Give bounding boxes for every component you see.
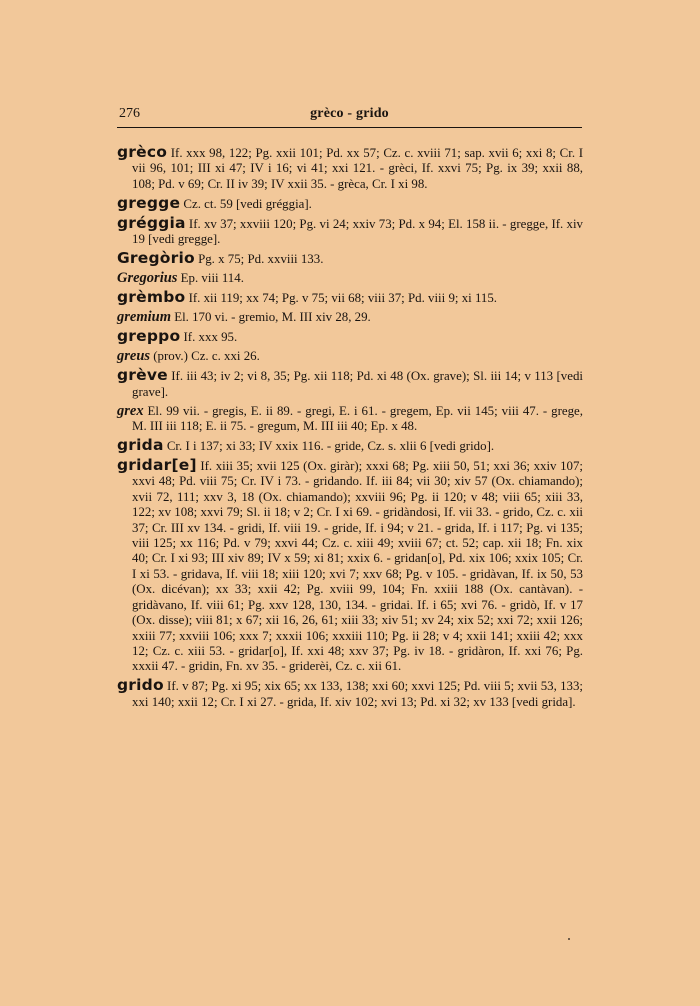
- dictionary-entry: [117, 213, 583, 248]
- entry-headword: grèmbo: [117, 288, 186, 307]
- entry-citations: Pg. x 75; Pd. xxviii 133.: [194, 252, 324, 267]
- header-rule: [117, 127, 582, 128]
- dictionary-entry: [117, 290, 583, 306]
- entry-headword: greppo: [117, 327, 181, 346]
- entry-headword: grèco: [117, 143, 168, 161]
- dictionary-entry: [117, 458, 583, 675]
- entry-citations: If. xiii 35; xvii 125 (Ox. giràr); xxxi 68; Pg. xiii 50, 51; xxi 36; xxiv 107; xxvi 48; Pd. viii 75; Cr. IV i 73. - gridando. If. iii 84; vii 30; xiv 57 (Ox. chiamando); xvii 72, 111; xxv 3, 18 (Ox. chiamando); xxviii 96; Pg. ii 120; v 48; viii 65; xiii 33, 122; xv 108; xxvi 79; Sl. ii 18; v 2; Cr. I xi 69. - gridàndosi, If. vii 33. - grido, Cz. c. xii 37; Cr. III xv 134. - gridi, If. viii 19. - gride, If. i 94; v 21. - grida, If. i 117; Pg. vi 135; viii 125; xx 116; Pd. v 79; xxvi 44; Cz. c. xiii 49; xviii 67; ct. 52; cap. xii 18; Fn. xix 40; Cr. I xi 93; III xiv 89; IV x 59; xi 81; xxix 6. - gridan[o], Pd. xix 106; xxix 105; Cr. I xi 53. - gridava, If. viii 18; xiii 120; xvi 7; xxv 68; Pg. v 105. - gridàvan, If. ix 50, 53 (Ox. dicévan); xx 33; xxii 42; Pg. xviii 99, 104; Fn. xxiii 188 (Ox. cantàvan). - gridàvano, If. viii 61; Pg. xxv 128, 130, 134. - gridai. If. i 65; xvi 76. - gridò, If. v 17 (Ox. disse); viii 81; x 67; xii 16, 26, 61; xiii 33; xiv 51; xv 24; xix 52; xxi 72; xxii 126; xxiii 77; xxviii 106; xxx 7; xxxii 106; xxxiii 110; Pg. ii 28; v 4; xxii 141; xxiii 42; xxx 12; Cz. c. xiii 53. - gridar[o], If. xxi 48; xxv 37; Pg. iv 18. - gridàron, If. xxi 76; Pg. xxxii 47. - gridin, Fn. xv 35. - griderèi, Cz. c. xii 61.: [132, 459, 583, 674]
- entry-headword: greus: [117, 348, 151, 365]
- page-header: [117, 106, 582, 126]
- entry-citations: Cr. I i 137; xi 33; IV xxix 116. - gride, Cz. s. xlii 6 [vedi grido].: [163, 439, 495, 454]
- dictionary-entry: [117, 404, 583, 435]
- entry-citations: (prov.) Cz. c. xxi 26.: [150, 349, 260, 364]
- entry-list: [117, 145, 583, 714]
- entry-headword: grida: [117, 436, 164, 455]
- entry-citations: If. v 87; Pg. xi 95; xix 65; xx 133, 138; xxi 60; xxvi 125; Pd. viii 5; xvii 53, 133; xxi 140; xxii 12; Cr. I xi 27. - grida, If. xiv 102; xvi 13; Pd. xi 32; xv 133 [vedi grida].: [132, 679, 583, 709]
- dictionary-entry: [117, 368, 583, 400]
- dictionary-entry: [117, 271, 583, 286]
- entry-headword: gridar[e]: [117, 456, 197, 475]
- entry-citations: If. iii 43; iv 2; vi 8, 35; Pg. xii 118; Pd. xi 48 (Ox. grave); Sl. iii 14; v 113 [vedi grave].: [132, 369, 583, 399]
- entry-citations: If. xii 119; xx 74; Pg. v 75; vii 68; viii 37; Pd. viii 9; xi 115.: [185, 291, 498, 306]
- entry-headword: gremium: [117, 309, 171, 326]
- dictionary-entry: [117, 145, 583, 192]
- entry-citations: Ep. viii 114.: [177, 271, 244, 286]
- dictionary-entry: [117, 310, 583, 325]
- entry-citations: El. 170 vi. - gremio, M. III xiv 28, 29.: [170, 310, 371, 325]
- entry-headword: Gregorius: [117, 270, 178, 287]
- entry-headword: gréggia: [117, 213, 186, 232]
- dictionary-entry: [117, 349, 583, 364]
- page-number: 276: [119, 106, 140, 121]
- entry-headword: grex: [117, 402, 144, 419]
- entry-headword: Gregòrio: [117, 249, 195, 268]
- entry-citations: If. xv 37; xxviii 120; Pg. vi 24; xxiv 73; Pd. x 94; El. 158 ii. - gregge, If. xiv 19 [vedi gregge].: [132, 216, 583, 247]
- entry-headword: gregge: [117, 193, 181, 212]
- entry-citations: El. 99 vii. - gregis, E. ii 89. - gregi, E. i 61. - gregem, Ep. vii 145; viii 47. - grege, M. III iii 118; E. ii 75. - gregum, M. III iii 40; Ep. x 48.: [132, 403, 583, 434]
- entry-headword: grido: [117, 676, 164, 695]
- entry-citations: If. xxx 95.: [180, 330, 238, 345]
- dictionary-entry: [117, 329, 583, 345]
- dictionary-entry: [117, 438, 583, 454]
- entry-headword: grève: [117, 366, 168, 385]
- entry-citations: If. xxx 98, 122; Pg. xxii 101; Pd. xx 57; Cz. c. xviii 71; sap. xvii 6; xxi 8; Cr. I vii 96, 101; III xi 47; IV i 16; vi 41; xxi 121. - grèci, If. xxvi 75; Pg. ix 39; xxii 88, 108; Pd. v 69; Cr. II iv 39; IV xxii 35. - grèca, Cr. I xi 98.: [132, 146, 583, 191]
- running-head: grèco - grido: [310, 106, 389, 121]
- dictionary-entry: [117, 193, 583, 212]
- entry-citations: Cz. ct. 59 [vedi gréggia].: [180, 196, 312, 211]
- dictionary-entry: [117, 678, 583, 710]
- speck-mark: [568, 938, 570, 940]
- dictionary-entry: [117, 251, 583, 267]
